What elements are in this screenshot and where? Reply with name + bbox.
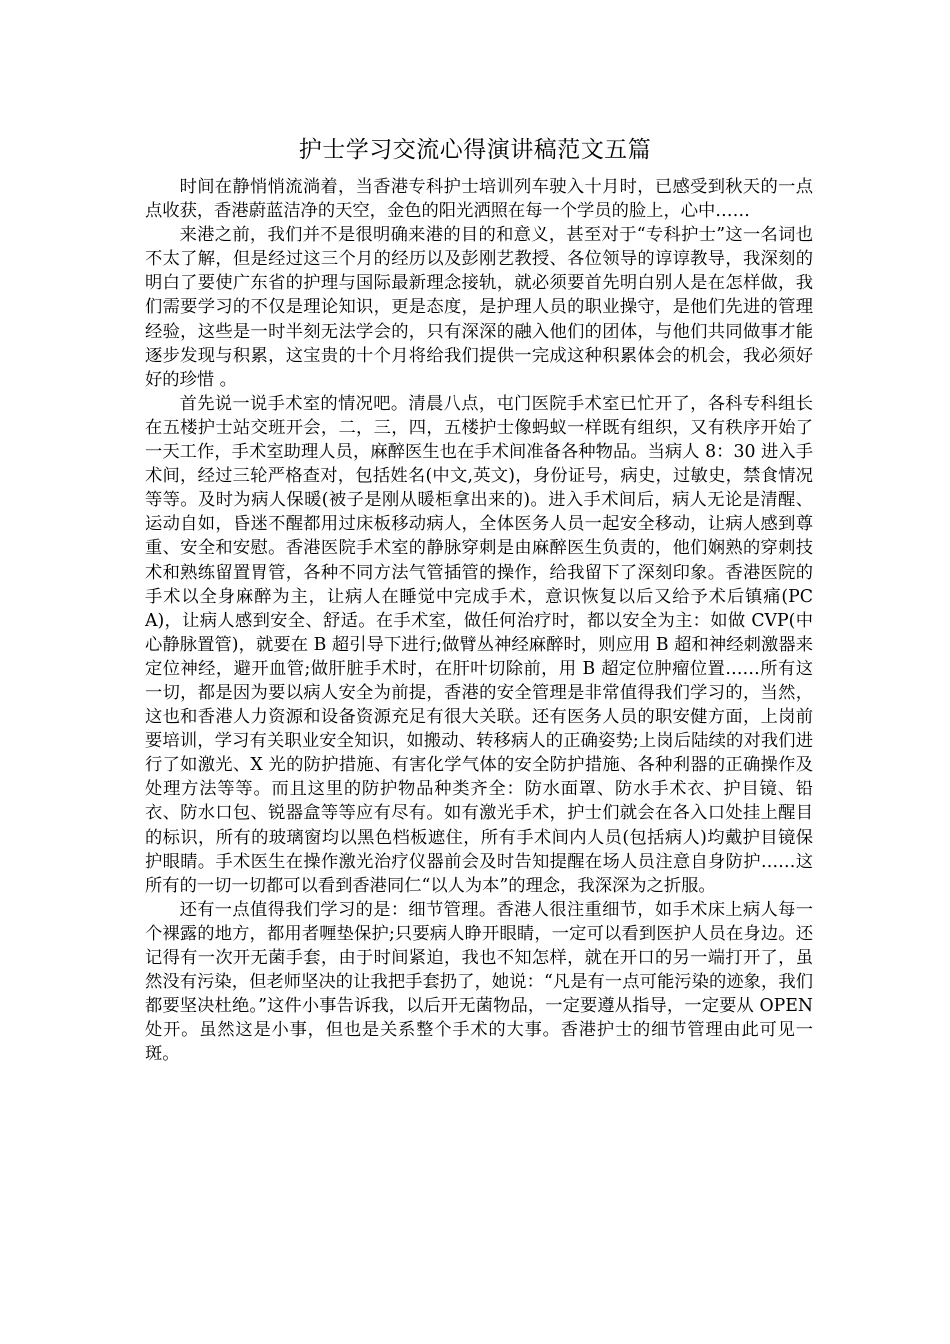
paragraph-detail-management: 还有一点值得我们学习的是：细节管理。香港人很注重细节，如手术床上病人每一个裸露的地方，都用者喱垫保护;只要病人睁开眼睛，一定可以看到医护人员在身边。还记得有一次开无菌手套，由于时间紧迫，我也不知怎样，就在开口的另一端打开了，虽然没有污染，但老师坚决的让我把手套扔了，她说：“凡是有一点可能污染的迹象，我们都要坚决杜绝。”这件小事告诉我，以后开无菌物品，一定要遵从指导，一定要从 OPEN 处开。虽然这是小事，但也是关系整个手术的大事。香港护士的细节管理由此可见一斑。 (145, 899, 813, 1065)
document-title: 护士学习交流心得演讲稿范文五篇 (298, 137, 652, 163)
document-body (145, 175, 813, 1066)
paragraph-operating-room: 首先说一说手术室的情况吧。清晨八点，屯门医院手术室已忙开了，各科专科组长在五楼护士站交班开会，二，三，四，五楼护士像蚂蚁一样既有组织，又有秩序开始了一天工作，手术室助理人员，麻醉医生也在手术间准备各种物品。当病人 8：30 进入手术间，经过三轮严格查对，包括姓名(中文,英文)，身份证号，病史，过敏史，禁食情况等等。及时为病人保暖(被子是刚从暖柜拿出来的)。进入手术间后，病人无论是清醒、运动自如，昏迷不醒都用过床板移动病人，全体医务人员一起安全移动，让病人感到尊重、安全和安慰。香港医院手术室的静脉穿刺是由麻醉医生负责的，他们娴熟的穿刺技术和熟练留置胃管，各种不同方法气管插管的操作，给我留下了深刻印象。香港医院的手术以全身麻醉为主，让病人在睡觉中完成手术，意识恢复以后又给予术后镇痛(PCA)，让病人感到安全、舒适。在手术室，做任何治疗时，都以安全为主：如做 CVP(中心静脉置管)，就要在 B 超引导下进行;做臂丛神经麻醉时，则应用 B 超和神经刺激器来定位神经，避开血管;做肝脏手术时，在肝叶切除前，用 B 超定位肿瘤位置……所有这一切，都是因为要以病人安全为前提，香港的安全管理是非常值得我们学习的，当然，这也和香港人力资源和设备资源充足有很大关联。还有医务人员的职安健方面，上岗前要培训，学习有关职业安全知识，如搬动、转移病人的正确姿势;上岗后陆续的对我们进行了如激光、X 光的防护措施、有害化学气体的安全防护措施、各种利器的正确操作及处理方法等等。而且这里的防护物品种类齐全：防水面罩、防水手术衣、护目镜、铅衣、防水口包、锐器盒等等应有尽有。如有激光手术，护士们就会在各入口处挂上醒目的标识，所有的玻璃窗均以黑色档板遮住，所有手术间内人员(包括病人)均戴护目镜保护眼睛。手术医生在操作激光治疗仪器前会及时告知提醒在场人员注意自身防护……这所有的一切一切都可以看到香港同仁“以人为本”的理念，我深深为之折服。 (145, 393, 813, 896)
paragraph-intro: 时间在静悄悄流淌着，当香港专科护士培训列车驶入十月时，已感受到秋天的一点点收获，香港蔚蓝洁净的天空，金色的阳光洒照在每一个学员的脸上，心中…… (145, 177, 813, 222)
paragraph-before-hk: 来港之前，我们并不是很明确来港的目的和意义，甚至对于“专科护士”这一名词也不太了解，但是经过这三个月的经历以及彭刚艺教授、各位领导的谆谆教导，我深刻的明白了要使广东省的护理与国际最新理念接轨，就必须要首先明白别人是在怎样做，我们需要学习的不仅是理论知识，更是态度，是护理人员的职业操守，是他们先进的管理经验，这些是一时半刻无法学会的，只有深深的融入他们的团体，与他们共同做事才能逐步发现与积累，这宝贵的十个月将给我们提供一完成这种积累体会的机会，我必须好好的珍惜 。 (145, 225, 813, 390)
